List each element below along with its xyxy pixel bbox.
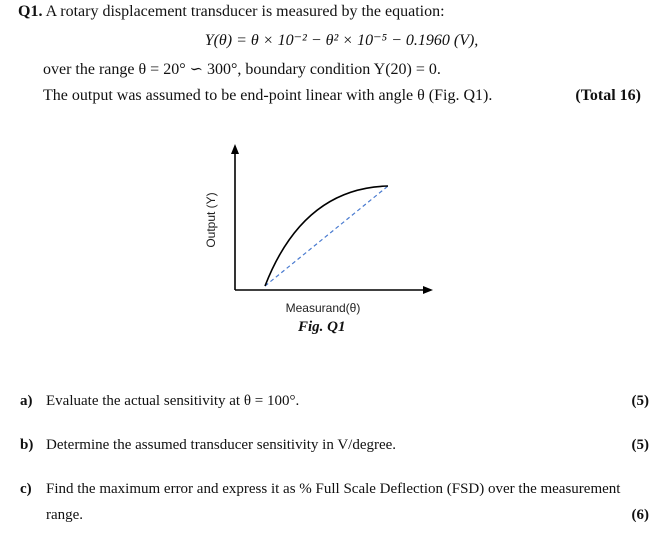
part-c-continuation: range. — [46, 507, 84, 523]
part-a — [20, 393, 299, 410]
x-axis-arrow-icon — [423, 286, 433, 294]
part-c-text: Find the maximum error and express it as % Full Scale Deflection (FSD) over the measurement — [46, 481, 621, 497]
part-b — [20, 437, 396, 454]
range-line: over the range θ = 20° ∽ 300°, boundary condition Y(20) = 0. — [43, 61, 441, 78]
output-assumption-line: The output was assumed to be end-point linear with angle θ (Fig. Q1). — [43, 87, 493, 104]
y-axis-label: Output (Y) — [204, 192, 218, 248]
part-c — [20, 481, 620, 498]
equation-text: Y(θ) = θ × 10⁻² − θ² × 10⁻⁵ − 0.1960 (V), — [204, 32, 479, 49]
part-b-label: b) — [20, 437, 34, 453]
end-point-linear-line — [265, 186, 388, 286]
part-a-label: a) — [20, 393, 33, 409]
total-marks: (Total 16) — [575, 87, 641, 104]
figure-caption: Fig. Q1 — [298, 319, 346, 335]
question-intro-text: A rotary displacement transducer is measured by the equation: — [45, 3, 445, 20]
part-b-marks: (5) — [631, 437, 649, 453]
y-axis-arrow-icon — [231, 144, 239, 154]
part-c-label: c) — [20, 481, 32, 497]
transducer-equation — [0, 30, 663, 50]
part-c-marks: (6) — [631, 507, 649, 523]
part-a-marks: (5) — [631, 393, 649, 409]
x-axis-label: Measurand(θ) — [285, 301, 361, 315]
question-number: Q1. — [18, 3, 43, 20]
question-intro — [18, 3, 445, 21]
part-b-text: Determine the assumed transducer sensitivity in V/degree. — [46, 437, 397, 453]
part-a-text: Evaluate the actual sensitivity at θ = 100°. — [46, 393, 300, 409]
